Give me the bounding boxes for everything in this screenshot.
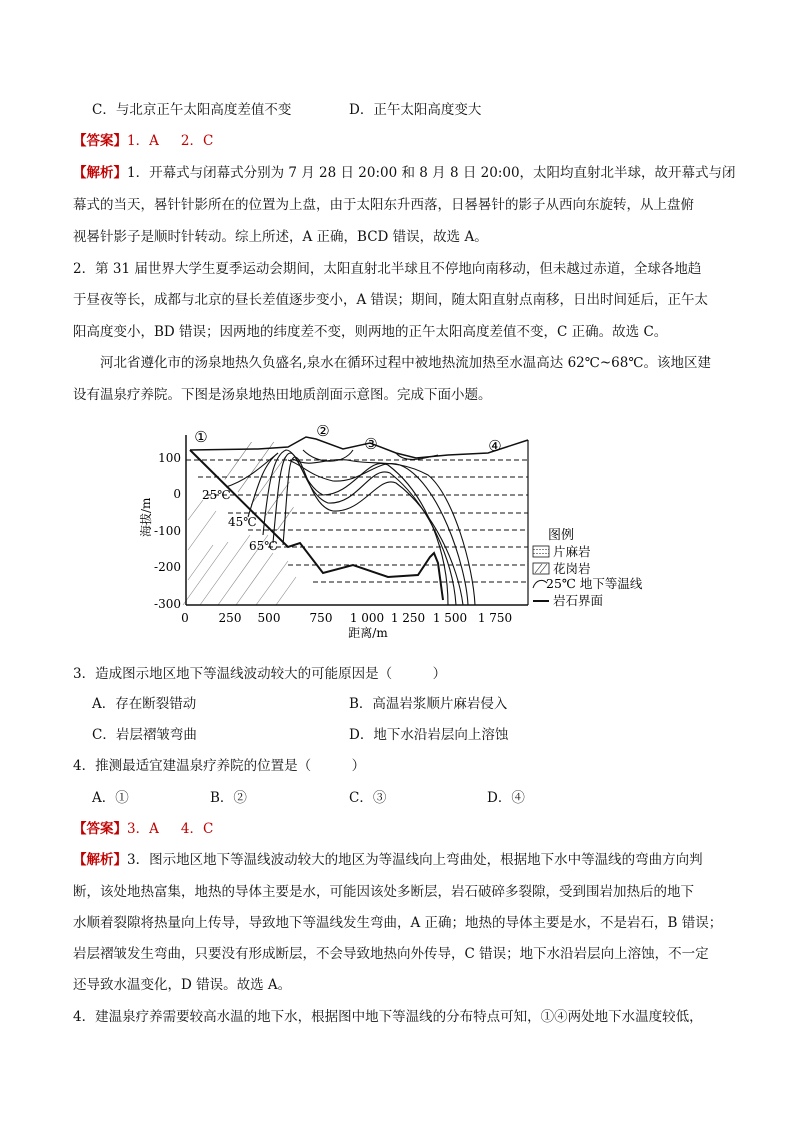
answer-label: 【答案】 bbox=[73, 821, 127, 837]
analysis-line bbox=[73, 850, 703, 870]
answer-label: 【答案】 bbox=[73, 133, 127, 149]
y-axis-label: 海拔/m bbox=[139, 497, 153, 537]
analysis-line: 2．第 31 届世界大学生夏季运动会期间，太阳直射北半球且不停地向南移动，但未越过赤道，全球各地趋 bbox=[73, 261, 702, 277]
legend-gneiss-swatch bbox=[533, 546, 549, 557]
q3-option-c: C．岩层褶皱弯曲 bbox=[92, 727, 197, 743]
analysis-line: 视晷针影子是顺时针转动。综上所述，A 正确，BCD 错误，故选 A。 bbox=[73, 229, 488, 245]
y-tick: 0 bbox=[173, 487, 181, 501]
x-axis-label: 距离/m bbox=[348, 626, 388, 640]
analysis-label: 【解析】 bbox=[73, 165, 127, 181]
analysis-line: 阳高度变小，BD 错误；因两地的纬度差不变，则两地的正午太阳高度差值不变，C 正确。故选 C。 bbox=[73, 324, 668, 340]
intro-line: 河北省遵化市的汤泉地热久负盛名,泉水在循环过程中被地热流加热至水温高达 62℃~68℃。该地区建 bbox=[100, 355, 711, 371]
analysis-line: 4．建温泉疗养需要较高水温的地下水，根据图中地下等温线的分布特点可知，①④两处地下水温度较低， bbox=[73, 1009, 703, 1025]
analysis-line: 岩层褶皱发生弯曲，只要没有形成断层，不会导致地热向外传导，C 错误；地下水沿岩层向上溶蚀，不一定 bbox=[73, 946, 709, 962]
x-tick: 750 bbox=[309, 611, 333, 625]
q2-option-c: C．与北京正午太阳高度差值不变 bbox=[92, 102, 292, 118]
answer-line-2 bbox=[73, 819, 213, 839]
analysis-line: 幕式的当天，晷针针影所在的位置为上盘，由于太阳东升西落，日晷晷针的影子从西向东旋转，从上盘俯 bbox=[73, 197, 694, 213]
legend-title: 图例 bbox=[548, 528, 575, 543]
q4-stem: 4．推测最适宜建温泉疗养院的位置是（ ） bbox=[73, 758, 366, 774]
isotherm-label: 45℃ bbox=[228, 515, 257, 529]
analysis-line: 还导致水温变化，D 错误。故选 A。 bbox=[73, 977, 292, 993]
q4-option-c: C．③ bbox=[349, 790, 387, 806]
x-tick: 1 750 bbox=[477, 611, 513, 625]
x-tick: 500 bbox=[257, 611, 281, 625]
analysis-text: 3．图示地区地下等温线波动较大的地区为等温线向上弯曲处，根据地下水中等温线的弯曲方向判 bbox=[127, 852, 703, 868]
x-tick: 250 bbox=[218, 611, 242, 625]
analysis-line: 断，该处地热富集，地热的导体主要是水，可能因该处多断层，岩石破碎多裂隙，受到围岩加热后的地下 bbox=[73, 884, 694, 900]
q2-option-d: D．正午太阳高度变大 bbox=[349, 102, 482, 118]
marker-2: ② bbox=[316, 425, 330, 440]
y-tick: 100 bbox=[158, 451, 181, 465]
isotherm-label: 65℃ bbox=[249, 539, 278, 553]
answer-text: 3．A 4．C bbox=[127, 821, 214, 837]
analysis-text: 1．开幕式与闭幕式分别为 7 月 28 日 20:00 和 8 月 8 日 20:00，太阳均直射北半球，故开幕式与闭 bbox=[127, 165, 736, 181]
q4-option-a: A．① bbox=[92, 790, 129, 806]
answer-line-1 bbox=[73, 131, 213, 151]
y-tick: -300 bbox=[154, 597, 181, 611]
analysis-line bbox=[73, 163, 736, 183]
analysis-label: 【解析】 bbox=[73, 852, 127, 868]
q3-stem: 3．造成图示地区地下等温线波动较大的可能原因是（ ） bbox=[73, 666, 447, 682]
analysis-line: 于昼夜等长，成都与北京的昼长差值逐步变小，A 错误；期间，随太阳直射点南移，日出时间延后，正午太 bbox=[73, 292, 709, 308]
legend-isotherm: 25℃ 地下等温线 bbox=[546, 576, 643, 591]
legend-isotherm-swatch bbox=[533, 580, 547, 588]
y-tick: -200 bbox=[154, 560, 181, 574]
legend-gneiss: 片麻岩 bbox=[553, 544, 591, 559]
legend-granite: 花岗岩 bbox=[553, 561, 591, 576]
intro-line: 设有温泉疗养院。下图是汤泉地热田地质剖面示意图。完成下面小题。 bbox=[73, 387, 492, 403]
isotherm-label: 25℃ bbox=[202, 488, 231, 502]
x-tick: 1 250 bbox=[390, 611, 426, 625]
q4-option-d: D．④ bbox=[487, 790, 525, 806]
x-tick: 1 000 bbox=[349, 611, 385, 625]
q3-option-a: A．存在断裂错动 bbox=[92, 696, 197, 712]
x-tick: 0 bbox=[181, 611, 189, 625]
marker-3: ③ bbox=[364, 435, 378, 453]
profile-svg bbox=[138, 425, 668, 640]
marker-4: ④ bbox=[488, 437, 502, 455]
legend-interface: 岩石界面 bbox=[553, 593, 604, 608]
marker-1: ① bbox=[194, 428, 208, 446]
geologic-profile-figure bbox=[138, 425, 668, 644]
y-tick: -100 bbox=[154, 524, 181, 538]
x-tick: 1 500 bbox=[432, 611, 468, 625]
answer-text: 1．A 2．C bbox=[127, 133, 214, 149]
analysis-line: 水顺着裂隙将热量向上传导，导致地下等温线发生弯曲，A 正确；地热的导体主要是水，不是岩石，B 错误； bbox=[73, 915, 723, 931]
q3-option-d: D．地下水沿岩层向上溶蚀 bbox=[349, 727, 509, 743]
q3-option-b: B．高温岩浆顺片麻岩侵入 bbox=[349, 696, 508, 712]
q4-option-b: B．② bbox=[210, 790, 247, 806]
